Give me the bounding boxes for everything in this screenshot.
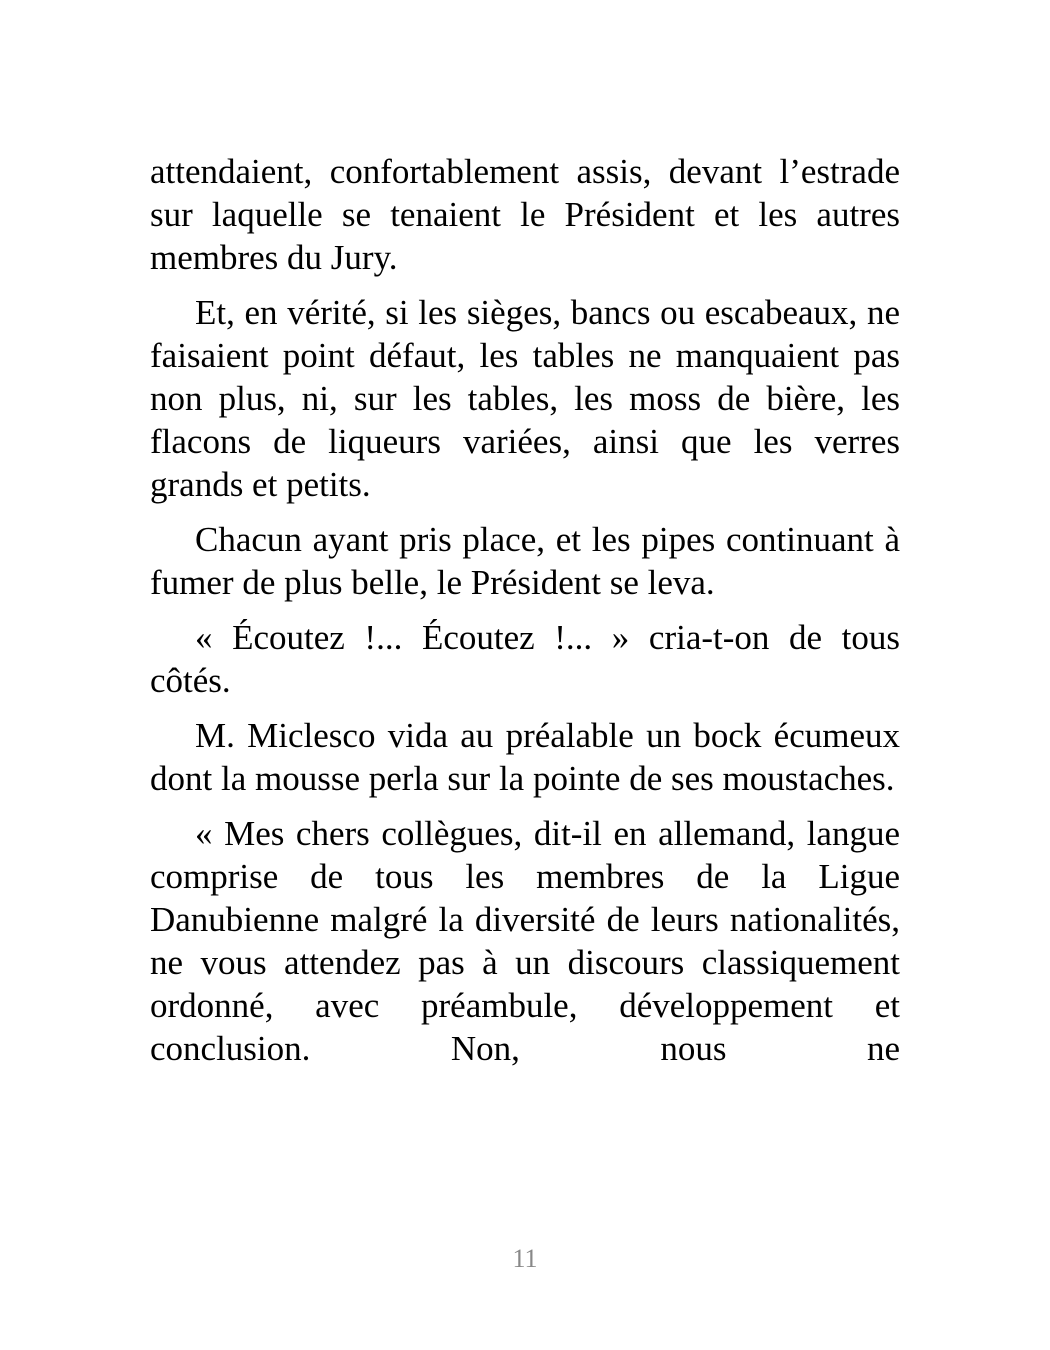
paragraph-6: « Mes chers collègues, dit-il en allemand, langue comprise de tous les membres de la Ligue Danubienne malgré la diversité de leurs nationalités, ne vous attendez pas à un discours classiquement ordonné, avec préambule, développement et conclusion. Non, nous ne bbox=[150, 814, 900, 1068]
paragraph-4: « Écoutez !... Écoutez !... » cria-t-on de tous côtés. bbox=[150, 618, 900, 700]
paragraph-5: M. Miclesco vida au préalable un bock écumeux dont la mousse perla sur la pointe de ses moustaches. bbox=[150, 716, 900, 798]
paragraph-1: attendaient, confortablement assis, devant l’estrade sur laquelle se tenaient le Président et les autres membres du Jury. bbox=[150, 152, 900, 277]
paragraph-2: Et, en vérité, si les sièges, bancs ou escabeaux, ne faisaient point défaut, les tables ne manquaient pas non plus, ni, sur les tables, les moss de bière, les flacons de liqueurs variées, ainsi que les verres grands et petits. bbox=[150, 293, 900, 504]
page-number: 11 bbox=[512, 1244, 538, 1273]
paragraph-3: Chacun ayant pris place, et les pipes continuant à fumer de plus belle, le Président se leva. bbox=[150, 520, 900, 602]
page-body bbox=[150, 150, 900, 1082]
